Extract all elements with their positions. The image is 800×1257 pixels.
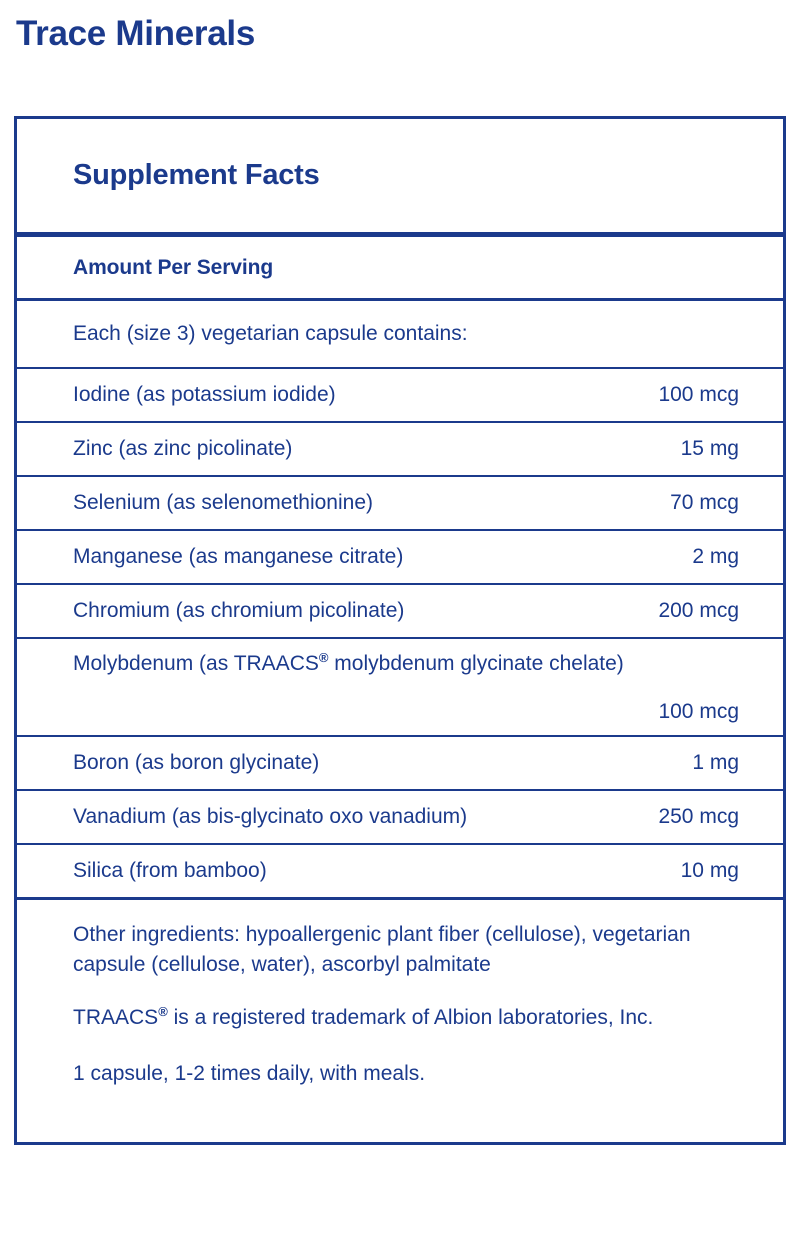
ingredient-amount: 100 mcg [658, 382, 739, 406]
table-row [17, 421, 783, 475]
ingredient-amount: 2 mg [692, 544, 739, 568]
supplement-facts-header [17, 119, 783, 237]
dosage-directions: 1 capsule, 1-2 times daily, with meals. [73, 1062, 426, 1086]
supplement-facts-panel [14, 116, 786, 1145]
ingredient-name: Silica (from bamboo) [73, 858, 267, 882]
ingredient-name: Selenium (as selenomethionine) [73, 490, 373, 514]
trademark-notice-before: TRAACS [73, 1005, 159, 1029]
supplement-facts-title: Supplement Facts [73, 159, 320, 191]
registered-trademark-icon: ® [318, 650, 329, 665]
table-row [17, 843, 783, 897]
label-footer [17, 897, 783, 1142]
ingredient-name [73, 649, 658, 679]
table-row [17, 475, 783, 529]
amount-per-serving-header [17, 237, 783, 301]
page-title: Trace Minerals [16, 14, 255, 53]
ingredient-name: Manganese (as manganese citrate) [73, 544, 404, 568]
ingredient-name: Boron (as boron glycinate) [73, 750, 320, 774]
ingredient-amount: 15 mg [680, 436, 739, 460]
ingredient-amount: 1 mg [692, 750, 739, 774]
table-row [17, 583, 783, 637]
ingredient-amount: 70 mcg [670, 490, 739, 514]
table-row [17, 637, 783, 735]
other-ingredients-text: Other ingredients: hypoallergenic plant fiber (cellulose), vegetarian capsule (cellulose, water), ascorbyl palmitate [73, 923, 691, 977]
registered-trademark-icon: ® [158, 1003, 168, 1019]
ingredient-name-text-tail: molybdenum glycinate chelate) [328, 652, 624, 675]
trademark-notice-after: is a registered trademark of Albion laboratories, Inc. [167, 1005, 654, 1029]
ingredient-name: Chromium (as chromium picolinate) [73, 598, 405, 622]
table-row [17, 367, 783, 421]
ingredient-name: Iodine (as potassium iodide) [73, 382, 336, 406]
ingredient-name: Zinc (as zinc picolinate) [73, 436, 293, 460]
trademark-notice [73, 1003, 693, 1033]
table-row [17, 529, 783, 583]
ingredient-name: Vanadium (as bis-glycinato oxo vanadium) [73, 804, 468, 828]
ingredient-amount: 10 mg [680, 858, 739, 882]
table-row [17, 789, 783, 843]
ingredient-amount: 250 mcg [658, 804, 739, 828]
ingredient-list [17, 367, 783, 897]
amount-per-serving-label: Amount Per Serving [73, 255, 274, 279]
table-row [17, 735, 783, 789]
serving-size-note: Each (size 3) vegetarian capsule contains: [73, 322, 468, 345]
ingredient-amount: 200 mcg [658, 598, 739, 622]
ingredient-name-text: Molybdenum (as TRAACS [73, 652, 319, 675]
ingredient-amount: 100 mcg [658, 699, 739, 723]
